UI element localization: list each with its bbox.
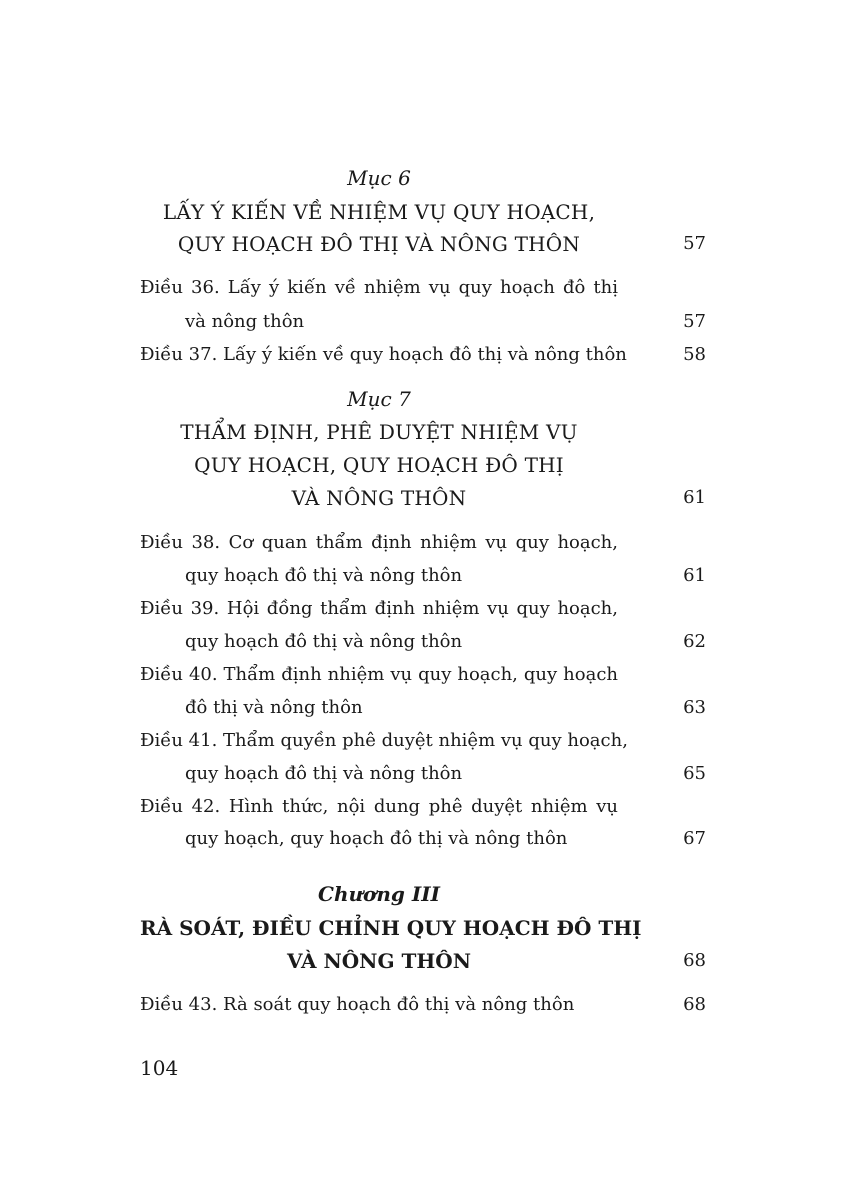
article-36-line-2: và nông thôn [185,311,305,332]
section-title-muc-7-line-1: THẨM ĐỊNH, PHÊ DUYỆT NHIỆM VỤ [180,420,578,444]
chapter-label-3: Chương III [318,882,440,906]
article-42-line-1: Điều 42. Hình thức, nội dung phê duyệt nhiệm vụ [140,796,618,817]
article-36-page: 57 [683,311,706,332]
page-number: 104 [140,1056,179,1080]
article-37-line-1: Điều 37. Lấy ý kiến về quy hoạch đô thị và nông thôn [140,344,627,365]
section-page-muc-6: 57 [683,233,706,254]
section-page-muc-7: 61 [683,487,706,508]
section-title-muc-6-line-1: LẤY Ý KIẾN VỀ NHIỆM VỤ QUY HOẠCH, [162,200,596,224]
article-41-line-1: Điều 41. Thẩm quyền phê duyệt nhiệm vụ quy hoạch, [140,730,628,751]
article-38-line-1: Điều 38. Cơ quan thẩm định nhiệm vụ quy hoạch, [140,532,618,553]
chapter-page-3: 68 [683,950,706,971]
article-39-line-2: quy hoạch đô thị và nông thôn [185,631,463,652]
section-label-muc-6: Mục 6 [347,166,411,190]
section-title-muc-7-line-3: VÀ NÔNG THÔN [291,486,467,510]
article-42-line-2: quy hoạch, quy hoạch đô thị và nông thôn [185,828,568,849]
chapter-title-3-line-2: VÀ NÔNG THÔN [287,949,471,973]
article-38-page: 61 [683,565,706,586]
article-37-page: 58 [683,344,706,365]
article-38-line-2: quy hoạch đô thị và nông thôn [185,565,463,586]
article-43-page: 68 [683,994,706,1015]
article-40-line-1: Điều 40. Thẩm định nhiệm vụ quy hoạch, quy hoạch [140,664,618,685]
article-39-line-1: Điều 39. Hội đồng thẩm định nhiệm vụ quy hoạch, [140,598,618,619]
article-41-page: 65 [683,763,706,784]
chapter-title-3-line-1: RÀ SOÁT, ĐIỀU CHỈNH QUY HOẠCH ĐÔ THỊ [140,916,642,940]
article-41-line-2: quy hoạch đô thị và nông thôn [185,763,463,784]
article-42-page: 67 [683,828,706,849]
article-43-line-1: Điều 43. Rà soát quy hoạch đô thị và nông thôn [140,994,575,1015]
article-39-page: 62 [683,631,706,652]
section-title-muc-6-line-2: QUY HOẠCH ĐÔ THỊ VÀ NÔNG THÔN [177,232,581,256]
article-40-page: 63 [683,697,706,718]
article-40-line-2: đô thị và nông thôn [185,697,363,718]
section-title-muc-7-line-2: QUY HOẠCH, QUY HOẠCH ĐÔ THỊ [194,453,564,477]
article-36-line-1: Điều 36. Lấy ý kiến về nhiệm vụ quy hoạch đô thị [140,277,618,298]
section-label-muc-7: Mục 7 [347,387,411,411]
